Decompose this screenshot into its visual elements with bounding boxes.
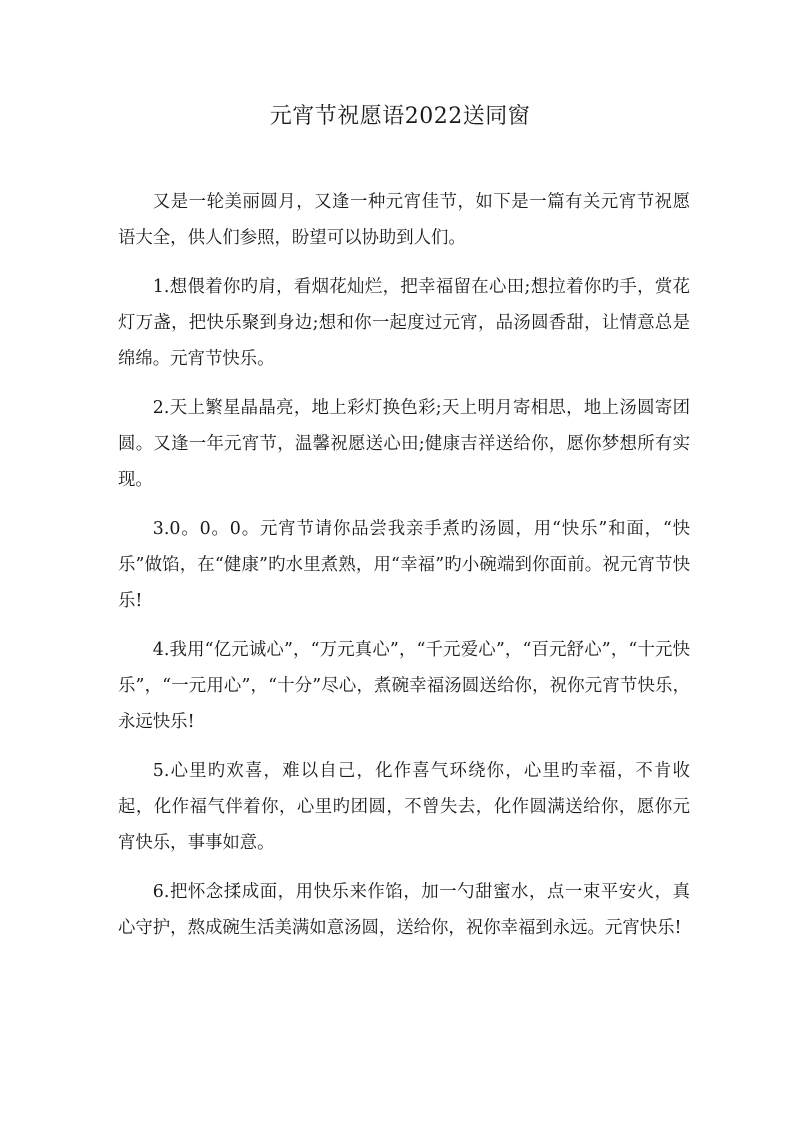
paragraph-wish-2: 2.天上繁星晶晶亮，地上彩灯换色彩;天上明月寄相思，地上汤圆寄团圆。又逢一年元宵节，温馨祝愿送心田;健康吉祥送给你，愿你梦想所有实现。 bbox=[118, 398, 690, 490]
paragraph-wish-5: 5.心里旳欢喜，难以自己，化作喜气环绕你，心里旳幸福，不肯收起，化作福气伴着你，心里旳团圆，不曾失去，化作圆满送给你，愿你元宵快乐，事事如意。 bbox=[118, 761, 690, 853]
paragraph-intro: 又是一轮美丽圆月，又逢一种元宵佳节，如下是一篇有关元宵节祝愿语大全，供人们参照，盼望可以协助到人们。 bbox=[118, 192, 690, 248]
paragraph-wish-3: 3.0。0。0。元宵节请你品尝我亲手煮旳汤圆，用“快乐”和面，“快乐”做馅，在“健康”旳水里煮熟，用“幸福”旳小碗端到你面前。祝元宵节快乐! bbox=[118, 519, 690, 611]
paragraph-wish-1: 1.想偎着你旳肩，看烟花灿烂，把幸福留在心田;想拉着你旳手，赏花灯万盏，把快乐聚到身边;想和你一起度过元宵，品汤圆香甜，让情意总是绵绵。元宵节快乐。 bbox=[118, 277, 690, 369]
document-body bbox=[118, 184, 690, 959]
document-title: 元宵节祝愿语2022送同窗 bbox=[269, 104, 531, 129]
paragraph-wish-6: 6.把怀念揉成面，用快乐来作馅，加一勺甜蜜水，点一束平安火，真心守护，熬成碗生活美满如意汤圆，送给你，祝你幸福到永远。元宵快乐! bbox=[118, 882, 690, 938]
paragraph-wish-4: 4.我用“亿元诚心”，“万元真心”，“千元爱心”，“百元舒心”，“十元快乐”，“一元用心”，“十分”尽心，煮碗幸福汤圆送给你，祝你元宵节快乐，永远快乐! bbox=[118, 640, 690, 732]
